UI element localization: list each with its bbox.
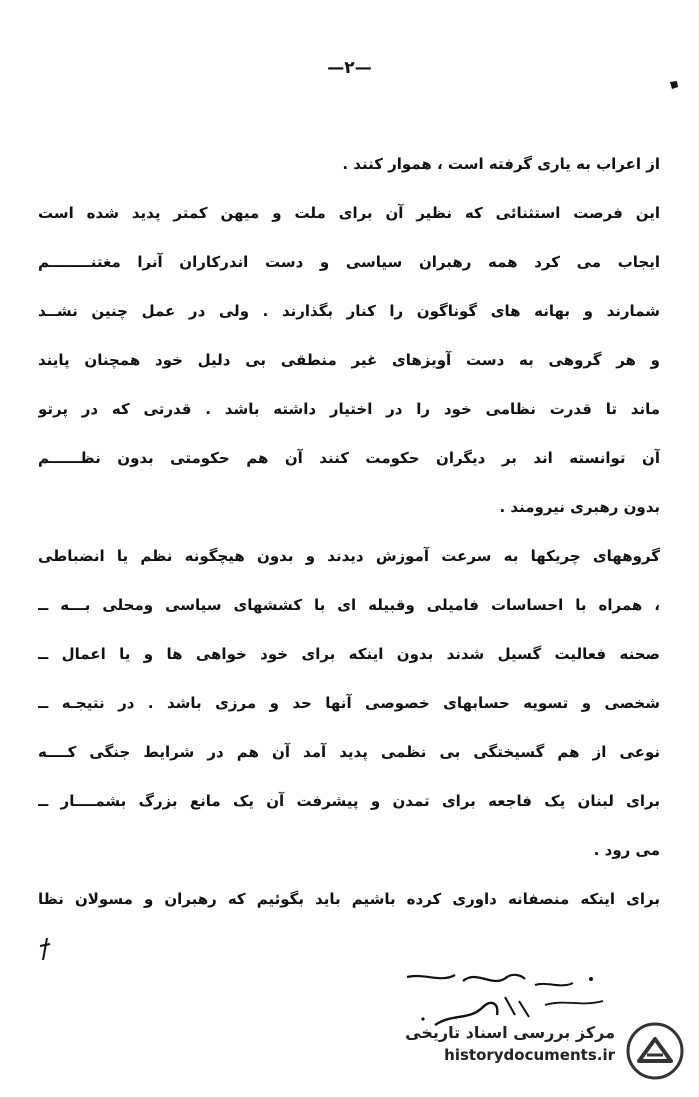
text-line-5: و هر گروهی به دست آویزهای غیر منطقی بی دلیل خود همچنان پایند: [38, 351, 660, 369]
text-line-9: گروههای چریکها به سرعت آموزش دیدند و بدون هیچگونه نظم یا انضباطی: [38, 547, 660, 565]
text-line-4: شمارند و بهانه های گوناگون را کنار بگذارند . ولی در عمل چنین نشــد: [38, 302, 660, 320]
text-line-14: برای لبنان یک فاجعه برای تمدن و پیشرفت آن یک مانع بزرگ بشمــــار ــ: [38, 792, 660, 810]
text-line-3: ایجاب می کرد همه رهبران سیاسی و دست اندرکاران آنرا مغتنــــــــم: [38, 253, 660, 271]
watermark-text: [405, 1023, 615, 1064]
text-line-11: صحنه فعالیت گسیل شدند بدون اینکه برای خود خواهی ها و یا اعمال ــ: [38, 645, 660, 663]
text-line-2: این فرصت استثنائی که نظیر آن برای ملت و میهن کمتر پدید شده است: [38, 204, 660, 222]
margin-pen-mark: [38, 936, 52, 962]
page-number: —٢—: [327, 58, 372, 78]
text-line-13: نوعی از هم گسیختگی بی نظمی پدید آمد آن هم در شرایط جنگی کــــه: [38, 743, 660, 761]
text-line-6: ماند تا قدرت نظامی خود را در اختیار داشته باشد . قدرتی که در پرتو: [38, 400, 660, 418]
watermark-title: مرکز بررسی اسناد تاریخی: [405, 1023, 615, 1042]
text-line-15: می رود .: [593, 841, 660, 859]
letter-body: [38, 140, 660, 924]
text-line-16: برای اینکه منصفانه داوری کرده باشیم باید بگوئیم که رهبران و مسولان نظا: [38, 890, 660, 908]
corner-ink-mark: [669, 80, 679, 90]
text-line-10: ، همراه با احساسات فامیلی وقبیله ای با کششهای سیاسی ومحلی بـــه ــ: [38, 596, 660, 614]
archive-watermark: [402, 1019, 687, 1083]
text-line-12: شخصی و تسویه حسابهای خصوصی آنها حد و مرزی باشد . در نتیجـه ــ: [38, 694, 660, 712]
text-line-8: بدون رهبری نیرومند .: [499, 498, 660, 516]
archive-logo-icon: [625, 1021, 685, 1081]
text-line-1: از اعراب به یاری گرفته است ، هموار کنند .: [342, 155, 660, 173]
watermark-url: historydocuments.ir: [444, 1046, 615, 1064]
text-line-7: آن توانسته اند بر دیگران حکومت کنند آن هم حکومتی بدون نظــــــم: [38, 449, 660, 467]
